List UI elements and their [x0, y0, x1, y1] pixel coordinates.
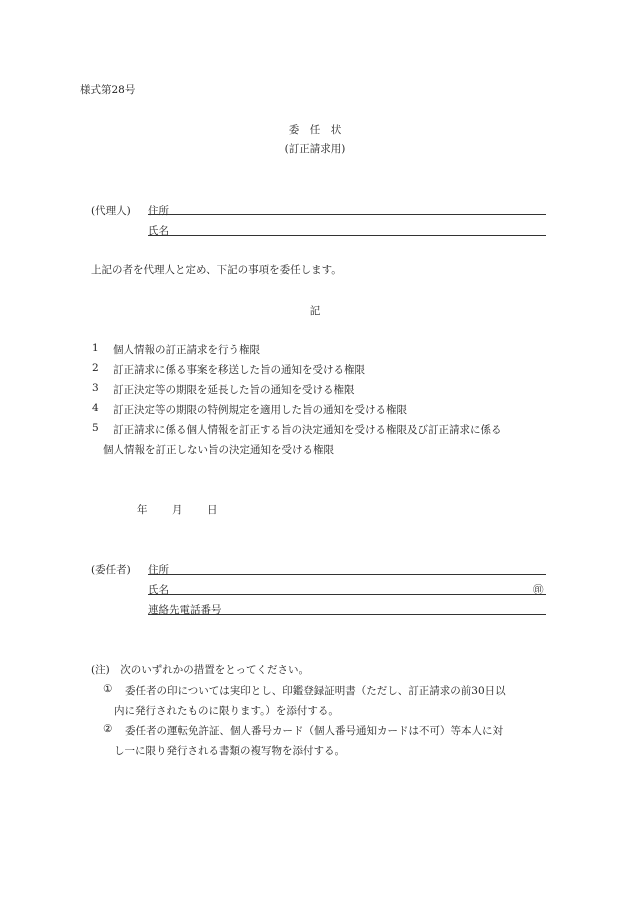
agent-address-field[interactable] [148, 214, 546, 215]
date-year-label: 年 [137, 504, 148, 516]
list-item: 訂正決定等の期限の特例規定を適用した旨の通知を受ける権限 [113, 404, 407, 416]
principal-name-field[interactable] [148, 594, 546, 595]
note-1-text: 委任者の印については実印とし、印鑑登録証明書（ただし、訂正請求の前30日以 [125, 685, 506, 697]
list-item-continuation: 個人情報を訂正しない旨の決定通知を受ける権限 [103, 444, 334, 456]
principal-address-label: 住所 [148, 564, 169, 576]
date-day-label: 日 [207, 504, 218, 516]
note-1-mark: ① [103, 683, 113, 695]
note-2-text: 委任者の運転免許証、個人番号カード（個人番号通知カードは不可）等本人に対 [125, 725, 503, 737]
agent-label: (代理人) [91, 205, 131, 217]
list-item-number: 3 [92, 382, 99, 394]
list-item: 訂正請求に係る個人情報を訂正する旨の決定通知を受ける権限及び訂正請求に係る [113, 424, 502, 436]
notes-intro: (注) 次のいずれかの措置をとってください。 [91, 664, 309, 676]
list-item: 個人情報の訂正請求を行う権限 [113, 344, 260, 356]
delegation-statement: 上記の者を代理人と定め、下記の事項を委任します。 [91, 264, 342, 276]
list-item-number: 1 [92, 342, 99, 354]
date-month-label: 月 [172, 504, 183, 516]
list-item: 訂正請求に係る事案を移送した旨の通知を受ける権限 [113, 364, 365, 376]
agent-name-label: 氏名 [148, 225, 169, 237]
ki-heading: 記 [309, 305, 321, 317]
document-subtitle: (訂正請求用) [284, 143, 346, 155]
list-item-number: 5 [92, 422, 99, 434]
list-item: 訂正決定等の期限を延長した旨の通知を受ける権限 [113, 384, 355, 396]
agent-name-field[interactable] [148, 235, 546, 236]
note-2-mark: ② [103, 723, 113, 735]
principal-name-label: 氏名 [148, 584, 169, 596]
document-title: 委 任 状 [288, 124, 342, 136]
principal-label: (委任者) [91, 564, 131, 576]
list-item-number: 2 [92, 362, 99, 374]
agent-address-label: 住所 [148, 205, 169, 217]
principal-phone-field[interactable] [148, 614, 546, 615]
list-item-number: 4 [92, 402, 99, 414]
principal-address-field[interactable] [148, 574, 546, 575]
form-number: 様式第28号 [80, 84, 136, 96]
note-2-continuation: し一に限り発行される書類の複写物を添付する。 [114, 745, 345, 757]
note-1-continuation: 内に発行されたものに限ります。）を添付する。 [114, 705, 339, 717]
seal-mark-icon: ㊞ [533, 584, 544, 596]
principal-phone-label: 連絡先電話番号 [148, 604, 222, 616]
